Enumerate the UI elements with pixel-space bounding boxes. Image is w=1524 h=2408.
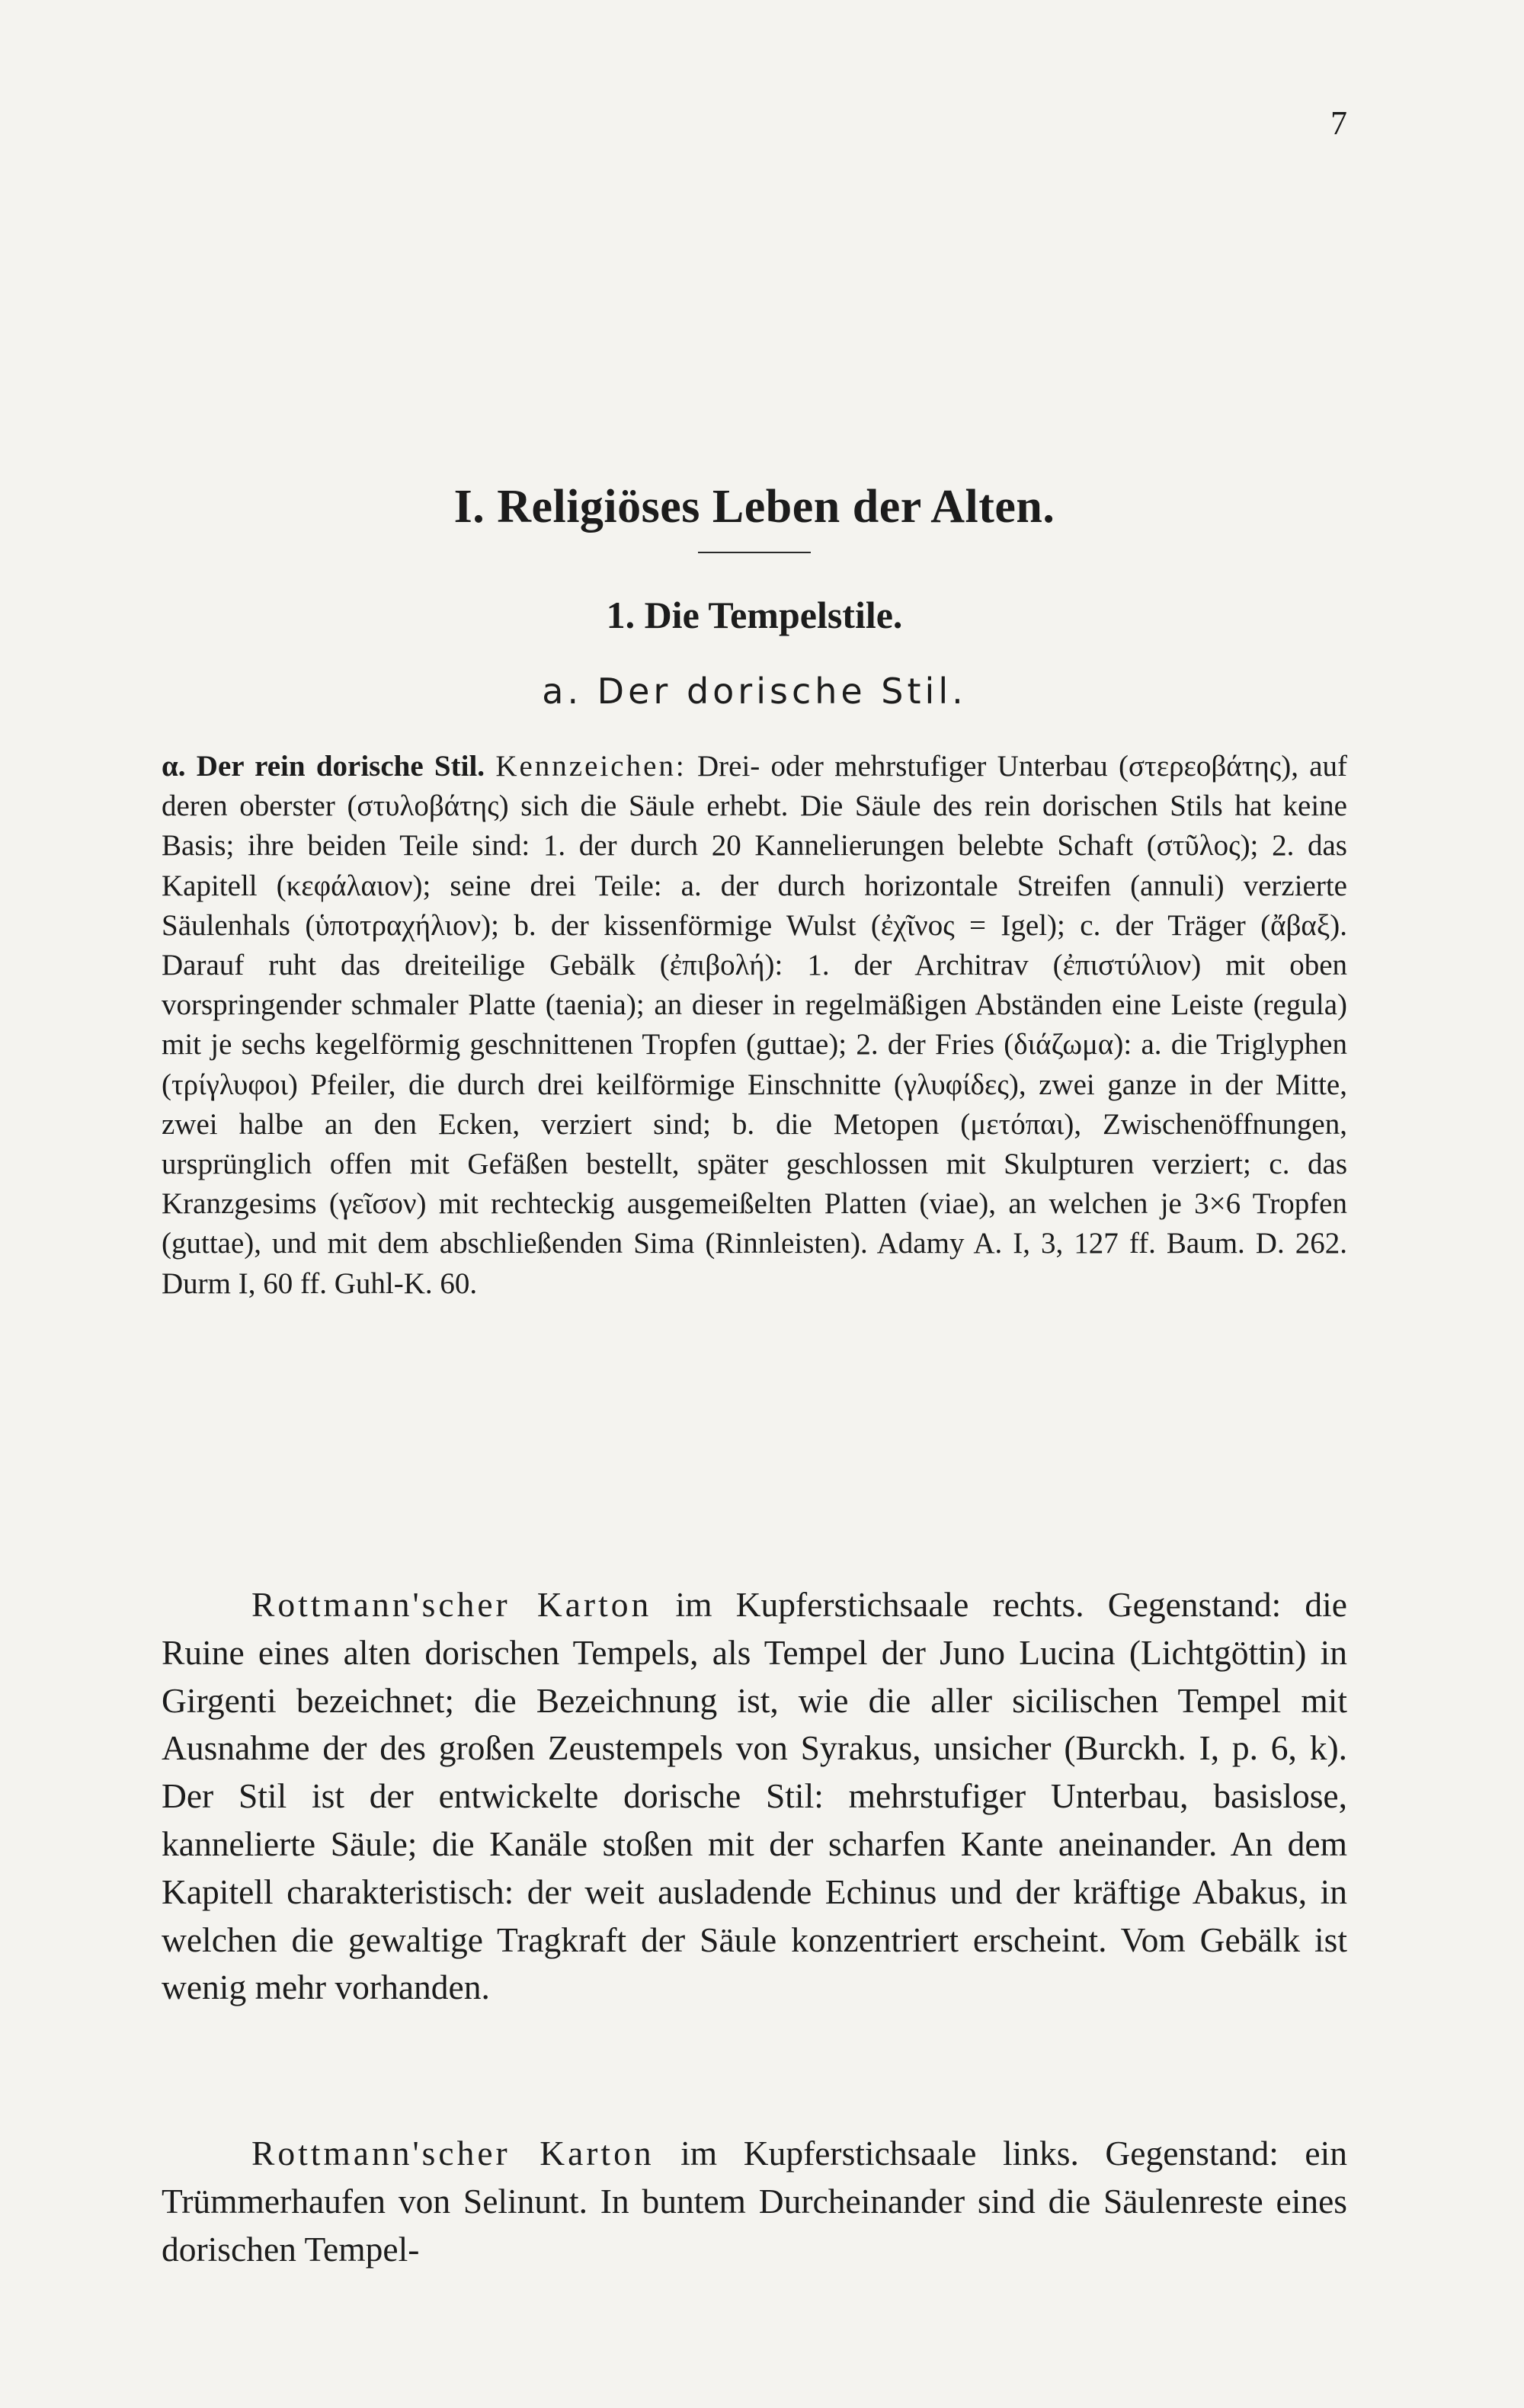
keyword-label: Kennzeichen: xyxy=(495,750,687,783)
chapter-title: 1. Die Tempelstile. xyxy=(606,594,903,636)
paragraph-karton-links xyxy=(162,2130,1347,2273)
paragraph-lead: Rottmann'scher Karton xyxy=(251,1585,652,1624)
subsection-heading: α. Der rein dorische Stil. xyxy=(162,750,485,783)
paragraph-text: im Kupferstichsaale rechts. Gegenstand: die Ruine eines alten dorischen Tempels, als Tempel der Juno Lucina (Lichtgöttin) in Girgenti bezeichnet; die Bezeichnung ist, wie die aller sicilischen Tempel mit Ausnahme der des großen Zeustempels von Syrakus, unsicher (Burckh. I, p. 6, k). Der Stil ist der entwickelte dorische Stil: mehrstufiger Unterbau, basislose, kannelierte Säule; die Kanäle stoßen mit der scharfen Kante aneinander. An dem Kapitell charakteristisch: der weit ausladende Echinus und der kräftige Abakus, in welchen die gewaltige Tragkraft der Säule konzentriert erscheint. Vom Gebälk ist wenig mehr vorhanden. xyxy=(162,1585,1348,2007)
paragraph-lead: Rottmann'scher Karton xyxy=(251,2134,655,2173)
paragraph-text: im Kupferstichsaale links. Gegenstand: ein Trümmerhaufen von Selinunt. In buntem Durcheinander sind die Säulenreste eines dorischen Tempel- xyxy=(162,2134,1348,2269)
paragraph-rein-dorischer-stil xyxy=(162,747,1347,1304)
section-title: a. Der dorische Stil. xyxy=(542,671,967,712)
part-title: I. Religiöses Leben der Alten. xyxy=(453,481,1055,533)
title-divider xyxy=(698,552,811,553)
paragraph-text: Drei- oder mehrstufiger Unterbau (στερεοβάτης), auf deren oberster (στυλοβάτης) sich die Säule erhebt. Die Säule des rein dorischen Stils hat keine Basis; ihre beiden Teile sind: 1. der durch 20 Kannelierungen belebte Schaft (στῦλος); 2. das Kapitell (κεφάλαιον); seine drei Teile: a. der durch horizontale Streifen (annuli) verzierte Säulenhals (ὑποτραχήλιον); b. der kissenförmige Wulst (ἐχῖνος = Igel); c. der Träger (ἄβαξ). Darauf ruht das dreiteilige Gebälk (ἐπιβολή): 1. der Architrav (ἐπιστύλιον) mit oben vorspringender schmaler Platte (taenia); an dieser in regelmäßigen Abständen eine Leiste (regula) mit je sechs kegelförmig geschnittenen Tropfen (guttae); 2. der Fries (διάζωμα): a. die Triglyphen (τρίγλυφοι) Pfeiler, die durch drei keilförmige Einschnitte (γλυφίδες), zwei ganze in der Mitte, zwei halbe an den Ecken, verziert sind; b. die Metopen (μετόπαι), Zwischenöffnungen, ursprünglich offen mit Gefäßen bestellt, später geschlossen mit Skulpturen verziert; c. das Kranzgesims (γεῖσον) mit rechteckig ausgemeißelten Platten (viae), an welchen je 3×6 Tropfen (guttae), und mit dem abschließenden Sima (Rinnleisten). Adamy A. I, 3, 127 ff. Baum. D. 262. Durm I, 60 ff. Guhl-K. 60. xyxy=(162,750,1348,1300)
paragraph-karton-rechts xyxy=(162,1581,1347,2012)
page-number: 7 xyxy=(1330,104,1347,142)
